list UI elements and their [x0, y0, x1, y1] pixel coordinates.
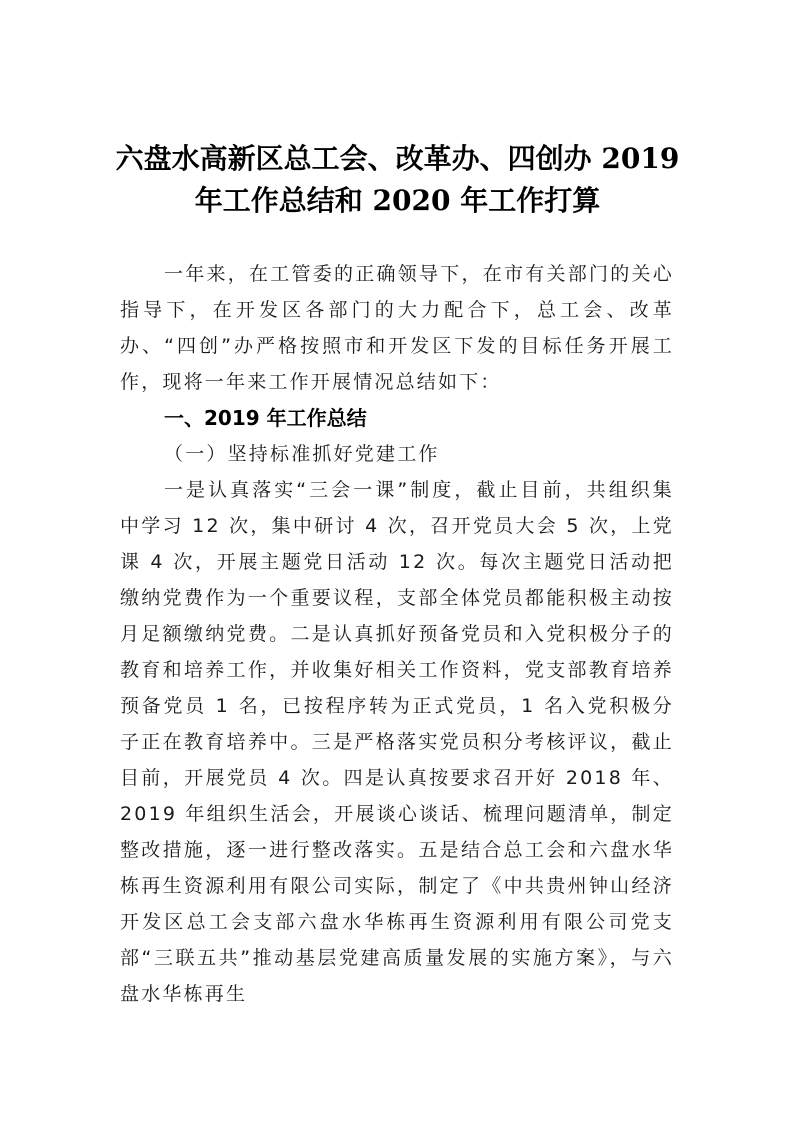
subsection-paragraph: 一是认真落实“三会一课”制度，截止目前，共组织集中学习 12 次，集中研讨 4 次，召开党员大会 5 次，上党课 4 次，开展主题党日活动 12 次。每次主题党日活动把缴纳党费作为一个重要议程，支部全体党员都能积极主动按月足额缴纳党费。二是认真抓好预备党员和入党积极分子的教育和培养工作，并收集好相关工作资料，党支部教育培养预备党员 1 名，已按程序转为正式党员，1 名入党积极分子正在教育培养中。三是严格落实党员积分考核评议，截止目前，开展党员 4 次。四是认真按要求召开好 2018 年、2019 年组织生活会，开展谈心谈话、梳理问题清单，制定整改措施，逐一进行整改落实。五是结合总工会和六盘水华栋再生资源利用有限公司实际，制定了《中共贵州钟山经济开发区总工会支部六盘水华栋再生资源利用有限公司党支部“三联五共”推动基层党建高质量发展的实施方案》，与六盘水华栋再生 [120, 479, 674, 1005]
document-body [120, 256, 674, 1012]
title-line-1: 六盘水高新区总工会、改革办、四创办 2019 [115, 142, 680, 175]
section-heading: 一、2019 年工作总结 [164, 406, 367, 430]
intro-paragraph: 一年来，在工管委的正确领导下，在市有关部门的关心指导下，在开发区各部门的大力配合下，总工会、改革办、“四创”办严格按照市和开发区下发的目标任务开展工作，现将一年来工作开展情况总结如下： [120, 263, 674, 393]
subsection-heading: （一）坚持标准抓好党建工作 [164, 443, 440, 465]
title-line-2: 年工作总结和 2020 年工作打算 [194, 184, 601, 217]
document-title [110, 138, 685, 222]
